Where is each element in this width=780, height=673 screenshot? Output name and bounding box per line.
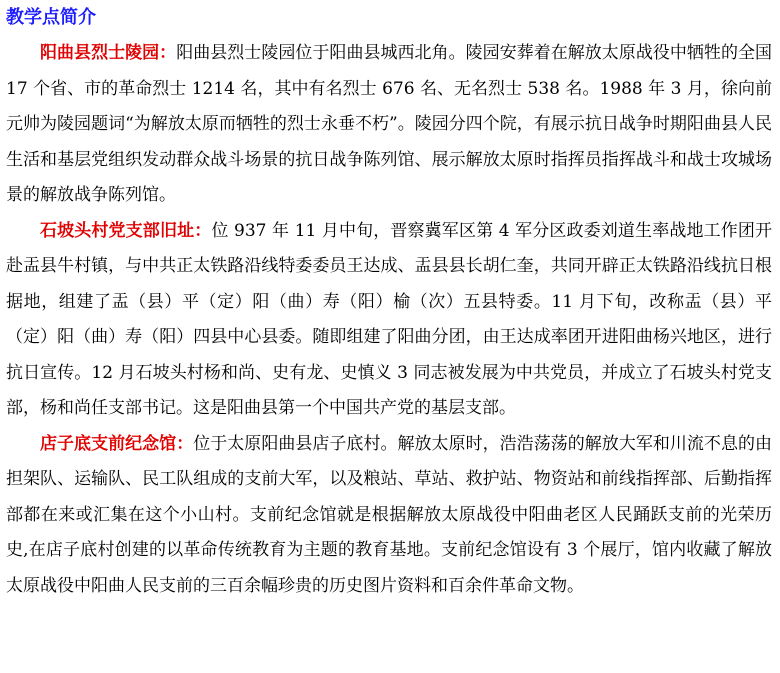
term-yangqu-martyrs-cemetery: 阳曲县烈士陵园： (40, 43, 177, 63)
body-dianzidi-memorial: 位于太原阳曲县店子底村。解放太原时，浩浩荡荡的解放大军和川流不息的由担架队、运输队、民工队组成的支前大军，以及粮站、草站、救护站、物资站和前线指挥部、后勤指挥部都在来或汇集在这个小山村。支前纪念馆就是根据解放太原战役中阳曲老区人民踊跃支前的光荣历史,在店子底村创建的以革命传统教育为主题的教育基地。支前纪念馆设有 3 个展厅，馆内收藏了解放太原战役中阳曲人民支前的三百余幅珍贵的历史图片资料和百余件革命文物。 (6, 433, 773, 596)
paragraph-shipotou-party-branch (6, 214, 772, 427)
paragraph-yangqu-martyrs-cemetery (6, 36, 772, 214)
term-dianzidi-memorial: 店子底支前纪念馆： (40, 433, 194, 454)
body-yangqu-martyrs-cemetery: 阳曲县烈士陵园位于阳曲县城西北角。陵园安葬着在解放太原战役中牺牲的全国 17 个省、市的革命烈士 1214 名，其中有名烈士 676 名、无名烈士 538 名。1988 年 3 月，徐向前元帅为陵园题词“为解放太原而牺牲的烈士永垂不朽”。陵园分四个院，有展示抗日战争时期阳曲县人民生活和基层党组织发动群众战斗场景的抗日战争陈列馆、展示解放太原时指挥员指挥战斗和战士攻城场景的解放战争陈列馆。 (6, 43, 773, 205)
paragraph-dianzidi-memorial (6, 427, 772, 605)
body-shipotou-party-branch: 位 937 年 11 月中旬，晋察冀军区第 4 军分区政委刘道生率战地工作团开赴盂县牛村镇，与中共正太铁路沿线特委委员王达成、盂县县长胡仁奎，共同开辟正太铁路沿线抗日根据地，组建了盂（县）平（定）阳（曲）寿（阳）榆（次）五县特委。11 月下旬，改称盂（县）平（定）阳（曲）寿（阳）四县中心县委。随即组建了阳曲分团，由王达成率团开进阳曲杨兴地区，进行抗日宣传。12 月石坡头村杨和尚、史有龙、史慎义 3 同志被发展为中共党员，并成立了石坡头村党支部，杨和尚任支部书记。这是阳曲县第一个中国共产党的基层支部。 (6, 220, 772, 418)
term-shipotou-party-branch: 石坡头村党支部旧址： (40, 220, 212, 241)
section-heading: 教学点简介 (6, 7, 96, 28)
